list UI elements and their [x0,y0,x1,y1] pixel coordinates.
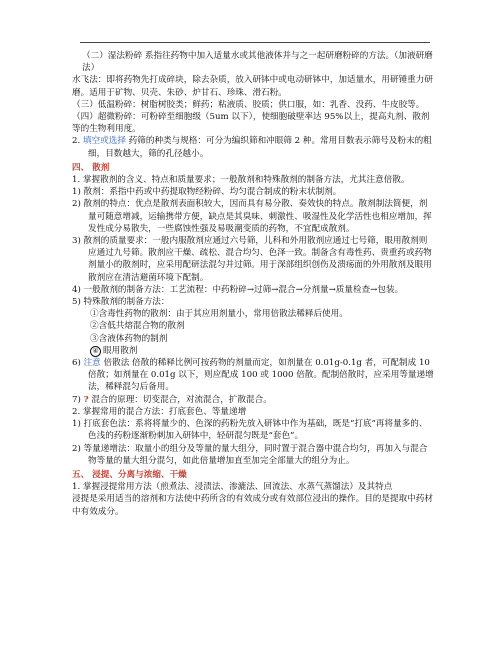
list-item-general-prep: 4) 一般散剂的制备方法：工艺流程：中药粉碎→过筛→混合→分剂量→质量检查→包装。 [72,284,404,295]
sub-item-eutectic: ②含低共熔混合物的散剂 [90,321,185,332]
section-heading-extraction: 五、 浸提、分离与浓缩、干燥 [72,469,187,480]
section-heading-powders: 四、 散剂 [72,162,110,173]
sub-item-liquid: ③含液体药物的制剂 [90,333,168,344]
circle-number-2: ② [90,321,99,332]
question-mark: ? [83,394,89,405]
attention-tag: 注意 [83,358,101,369]
list-item-special-prep: 5) 特殊散剂的制备方法： [72,297,170,308]
paragraph-low-temp: （三）低温粉碎：树脂树胶类；鲜药；粘液质、胶质；供口服，如：乳香、没药、牛皮胶等。 [72,99,425,110]
sub-item-toxic: ①含毒性药物的散剂：由于其应用剂量小，常用倍散法稀释后使用。 [90,309,348,320]
list-item-powder-quality: 3) 散剂的质量要求：一般内服散剂应通过六号筛，儿科和外用散剂应通过七号筛，眼用散剂则应通过九号筛。散剂应干燥、疏松、混合均匀、色泽一致。制备含有毒性药、贵重药或药物剂量小的散剂时，应采用配研法混匀并过筛。用于深部组织创伤及溃疡面的外用散剂及眼用散剂应在清洁避菌环境下配制。 [72,236,432,283]
list-item-trituration: 6) 注意 倍散法 倍散的稀释比例可按药物的剂量而定，如剂量在 0.01g-0.1g 者，可配制成 10 倍散；如剂量在 0.01g 以下，则应配成 100 或 1000 倍散。配制倍散时，应采用等量递增法，稀释混匀后备用。 [72,358,434,393]
paragraph-extraction-methods: 1. 掌握浸提常用方法（煎煮法、浸渍法、渗漉法、回流法、水蒸气蒸馏法）及其特点 [72,482,393,493]
list-item-mixing-principle: 7) ? 混合的原理：切变混合，对流混合，扩散混合。 [72,394,272,405]
paragraph-extraction-def: 浸提是采用适当的溶剂和方法使中药所含的有效成分或有效部位浸出的操作。目的是提取中药材中有效成分。 [72,494,433,517]
header-rule [80,42,430,43]
list-item-powder-def: 1) 散剂：系指中药或中药提取物经粉碎、均匀混合制成的粉末状制剂。 [72,187,342,198]
circle-number-1: ① [90,309,99,320]
paragraph-mixing-methods: 2. 掌握常用的混合方法：打底套色、等量递增 [72,406,247,417]
item-number: 2. [72,136,81,147]
circle-number-3: ③ [90,333,99,344]
list-item-geometric-dilution: 2) 等量递增法：取量小的组分及等量的量大组分，同时置于混合器中混合均匀，再加入与混合物等量的量大组分混匀，如此倍量增加直至加完全部量大的组分为止。 [72,443,428,466]
paragraph-water-levigation: 水飞法：即将药物先打成碎块，除去杂质，放入研钵中或电动研钵中，加适量水，用研锤重力研磨。适用于矿物、贝壳、朱砂、炉甘石、珍珠、滑石粉。 [72,75,433,98]
paragraph-powder-goal: 1. 掌握散剂的含义、特点和质量要求；一般散剂和特殊散剂的制备方法，尤其注意倍散。 [72,175,410,186]
fill-or-choice-tag: 填空或选择 [82,136,126,147]
paragraph-wet-grinding: （二）湿法粉碎 系指往药物中加入适量水或其他液体并与之一起研磨粉碎的方法。（加液研磨法） [82,51,433,74]
list-item-base-color: 1) 打底套色法：系将将量少的、色深的药粉先放入研钵中作为基础，既是“打底”再将量多的、色浅的药粉逐渐粉刺加入研钵中，轻研混匀既是“套色”。 [72,419,428,442]
paragraph-sieve [72,135,434,159]
document-body [72,50,434,518]
paragraph-ultrafine: （四）超微粉碎：可粉碎至细胞级（5um 以下），使细胞破壁率达 95%以上，提高丸剂、散剂等的生物利用度。 [72,112,430,135]
list-item-powder-features: 2) 散剂的特点：优点是散剂表面积较大，因而具有易分散、奏效快的特点。散剂制法简便，剂量可随意增减，运输携带方便，缺点是其臭味、刺激性、吸湿性及化学活性也相应增加，挥发性成分易散失，一些腐蚀性强及易吸潮变质的药物，不宜配成散剂。 [72,199,432,234]
sieve-text: 药筛的种类与规格：可分为编织筛和冲眼筛 2 种。常用目数表示筛号及粉末的粗细，目数越大，筛的孔径越小。 [88,136,432,159]
circle-number-4: ④ [90,346,101,357]
sub-item-eye: ④ 眼用散剂 [72,345,434,357]
